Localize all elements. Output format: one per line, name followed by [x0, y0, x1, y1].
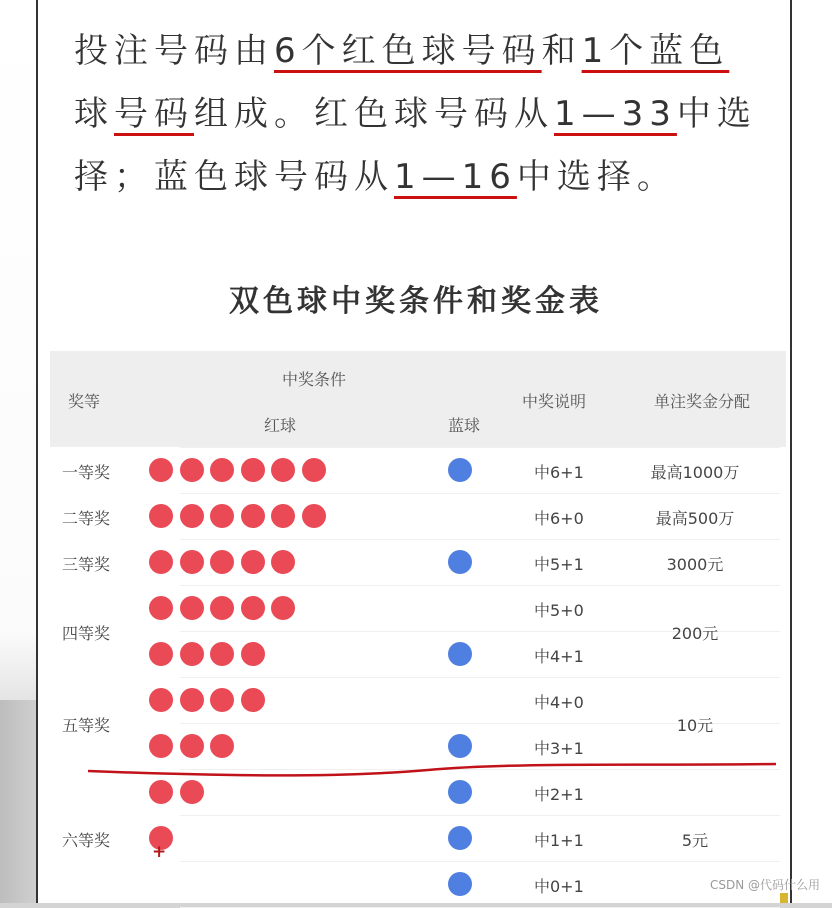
desc-cell: 中1+1 [534, 831, 584, 850]
desc-cell: 中5+0 [534, 601, 584, 620]
intro-text: 中选 [676, 94, 757, 134]
intro-text: 和 [541, 31, 582, 71]
intro-text: 球 [74, 94, 114, 134]
level-cell: 六等奖 [62, 831, 111, 850]
intro-text: 中选择。 [516, 157, 677, 197]
prize-cell: 3000元 [666, 555, 724, 574]
level-cell: 四等奖 [62, 624, 111, 643]
underlined-text: 1个蓝色 [581, 31, 730, 71]
watermark: CSDN @代码什么用 [709, 878, 820, 892]
header-condition: 中奖条件 [282, 370, 347, 389]
desc-cell: 中0+1 [534, 877, 584, 896]
header-blue: 蓝球 [448, 416, 481, 435]
intro-text: 择；蓝色球号码从 [74, 157, 394, 197]
intro-text: 投注号码由 [74, 31, 274, 71]
prize-cell: 5元 [681, 831, 709, 850]
desc-cell: 中5+1 [534, 555, 584, 574]
desc-cell: 中6+0 [534, 509, 584, 528]
header-red: 红球 [264, 416, 297, 435]
underlined-text: 6个红色球号码 [274, 31, 542, 71]
underlined-text: 号码 [114, 94, 194, 134]
intro-text: 组成。红色球号码从 [194, 94, 554, 134]
underlined-text: 1—33 [554, 94, 677, 134]
underlined-text: 1—16 [394, 157, 517, 197]
prize-cell: 10元 [676, 716, 714, 735]
document-page [36, 0, 792, 903]
level-cell: 一等奖 [62, 463, 111, 482]
header-desc: 中奖说明 [522, 392, 587, 411]
header-prize: 单注奖金分配 [654, 392, 751, 411]
cross-mark: + [152, 842, 167, 862]
desc-cell: 中4+1 [534, 647, 584, 666]
prize-cell: 200元 [671, 624, 719, 643]
table-title: 双色球中奖条件和奖金表 [229, 284, 603, 319]
prize-cell: 最高500万 [655, 509, 735, 528]
desc-cell: 中4+0 [534, 693, 584, 712]
level-cell: 三等奖 [62, 555, 111, 574]
prize-cell: 最高1000万 [650, 463, 740, 482]
desc-cell: 中3+1 [534, 739, 584, 758]
desc-cell: 中6+1 [534, 463, 584, 482]
corner-mark [780, 893, 788, 903]
handwritten-red-line [38, 0, 794, 903]
header-level: 奖等 [68, 392, 101, 411]
level-cell: 五等奖 [62, 716, 111, 735]
desc-cell: 中2+1 [534, 785, 584, 804]
background-shadow [0, 700, 36, 903]
background-right [792, 0, 832, 903]
level-cell: 二等奖 [62, 509, 111, 528]
